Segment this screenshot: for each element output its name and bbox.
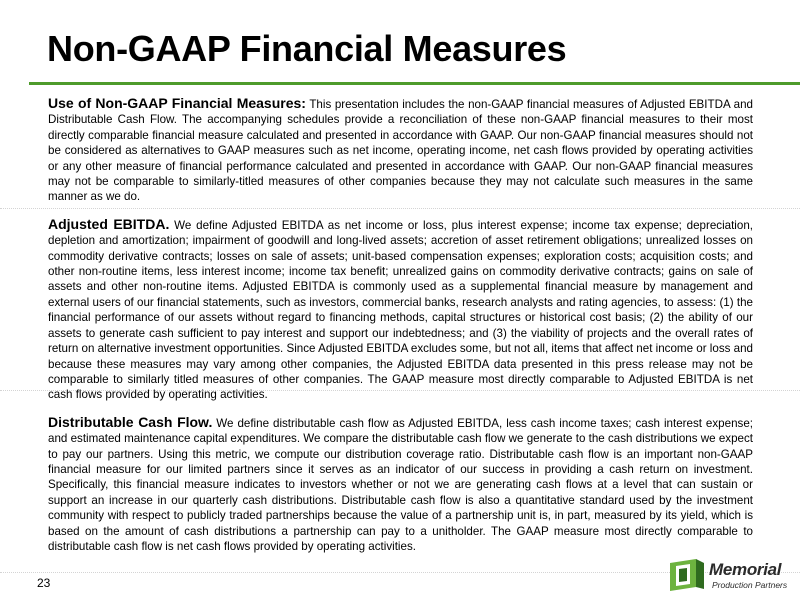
section-heading: Adjusted EBITDA. <box>48 215 170 232</box>
page-title: Non-GAAP Financial Measures <box>47 28 567 69</box>
company-logo <box>666 557 800 593</box>
section-adjusted-ebitda <box>48 217 753 403</box>
section-use-of-non-gaap <box>48 96 753 205</box>
section-body: We define Adjusted EBITDA as net income or loss, plus interest expense; income tax expense; depreciation, depletion and amortization; impairment of goodwill and long-lived assets; accretion of asset retirement obligations; unrealized losses on commodity derivative contracts; losses on sale of assets; unit-based compensation expenses; exploration costs; acquisition costs; and other non-routine items, less interest income; income tax benefit; unrealized gains on commodity derivative contracts; gains on sale of assets and other non-routine items. Adjusted EBITDA is commonly used as a supplemental financial measure by management and external users of our financial statements, such as investors, commercial banks, research analysts and rating agencies, to assess: (1) the financial performance of our assets without regard to financing methods, capital structures or historical cost basis; (2) the ability of our assets to generate cash sufficient to pay interest and support our indebtedness; and (3) the viability of projects and the overall rates of return on alternative investment opportunities. Since Adjusted EBITDA excludes some, but not all, items that affect net income or loss and because these measures may vary among other companies, the Adjusted EBITDA data presented in this press release may not be comparable to similarly titled measures of other companies. The GAAP measure most directly comparable to Adjusted EBITDA is net cash flows provided by operating activities. <box>48 218 754 402</box>
section-heading: Distributable Cash Flow. <box>48 413 213 430</box>
section-body: We define distributable cash flow as Adjusted EBITDA, less cash income taxes; cash interest expense; and estimated maintenance capital expenditures. We compare the distributable cash flow we generate to the cash distributions we expect to pay our partners. Using this metric, we compute our distribution coverage ratio. Distributable cash flow is an important non-GAAP financial measure for our limited partners since it serves as an indicator of our success in providing a cash return on investment. Specifically, this financial measure indicates to investors whether or not we are generating cash flows at a level that can sustain or support an increase in our quarterly cash distributions. Distributable cash flow is also a quantitative standard used by the investment community with respect to publicly traded partnerships because the value of a partnership unit is, in part, measured by its yield, which is based on the amount of cash distributions a partnership can pay to a unitholder. The GAAP measure most directly comparable to distributable cash flow is net cash flows provided by operating activities. <box>48 416 753 553</box>
section-heading: Use of Non-GAAP Financial Measures: <box>48 95 306 111</box>
page-number: 23 <box>37 576 51 590</box>
title-rule <box>29 82 800 85</box>
memorial-logo-icon <box>666 557 708 593</box>
section-body: This presentation includes the non-GAAP financial measures of Adjusted EBITDA and Distributable Cash Flow. The accompanying schedules provide a reconciliation of these non-GAAP financial measures to their most directly comparable financial measure calculated and presented in accordance with GAAP. Our non-GAAP financial measures should not be considered as alternatives to GAAP measures such as net income, operating income, net cash flows provided by operating activities or any other measure of financial performance calculated and presented in accordance with GAAP. Our non-GAAP financial measures may not be comparable to similarly-titled measures of other companies because they may not calculate such measures in the same manner as we do. <box>48 98 753 204</box>
content <box>48 96 753 566</box>
section-distributable-cash-flow <box>48 415 753 555</box>
logo-subtitle: Production Partners <box>712 580 788 590</box>
logo-name: Memorial <box>709 560 782 579</box>
